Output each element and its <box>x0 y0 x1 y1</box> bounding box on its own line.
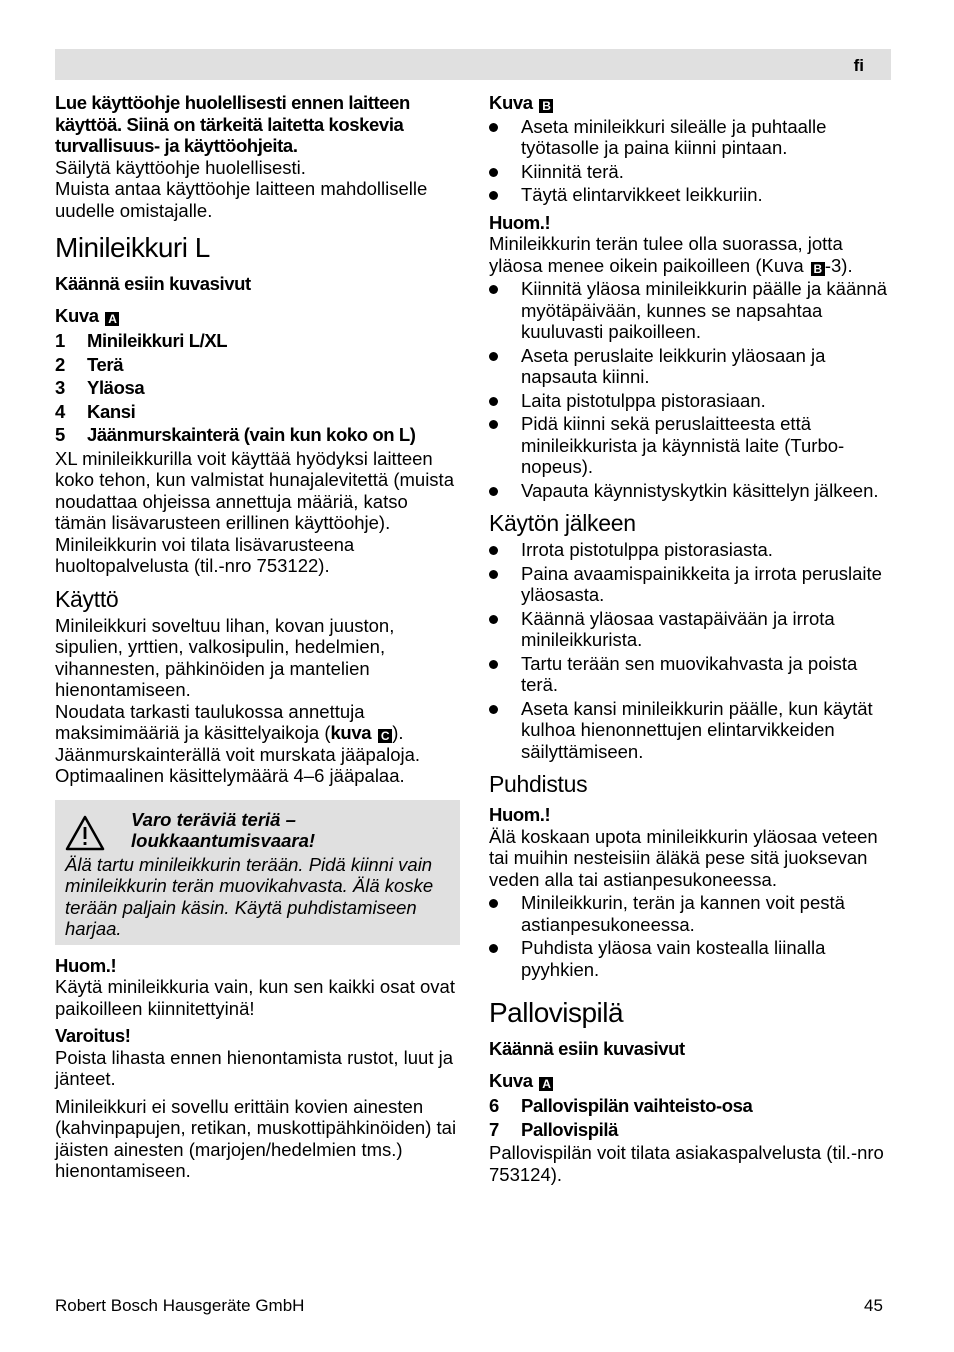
figure-b-inline-badge: B <box>811 262 825 276</box>
list-item: Aseta peruslaite leikkurin yläosaan ja napsauta kiinni. <box>489 345 891 388</box>
caution-text-2: Minileikkuri ei sovellu erittäin kovien ainesten (kahvinpapujen, retikan, muskottipähkinöiden) tai jäisten ainesten (marjojen/hedelmien tms.) hienontamiseen. <box>55 1095 457 1181</box>
list-item: Pidä kiinni sekä peruslaitteesta että minileikkurista ja käynnistä laite (Turbo-nopeus). <box>489 413 891 478</box>
whisk-order-text: Pallovispilän voit tilata asiakaspalvelusta (til.-nro 753124). <box>489 1142 884 1185</box>
warning-triangle-icon <box>65 815 105 851</box>
turn-pages-note: Käännä esiin kuvasivut <box>55 273 251 294</box>
list-item: Kiinnitä yläosa minileikkurin päälle ja käännä myötäpäivään, kunnes se napsahtaa kuuluvasti paikoilleen. <box>489 278 891 343</box>
warning-text: Älä tartu minileikkurin terään. Pidä kiinni vain minileikkurin terän muovikahvasta. Älä koske terään paljain käsin. Käytä puhdistamiseen harjaa. <box>65 853 434 939</box>
section-title-whisk: Pallovispilä <box>489 997 624 1028</box>
list-item: Laita pistotulppa pistorasiaan. <box>489 390 891 412</box>
figure-b-badge: B <box>539 99 553 113</box>
list-item: Täytä elintarvikkeet leikkuriin. <box>489 184 891 206</box>
part-item: 1 Minileikkuri L/XL <box>55 330 228 351</box>
note-text: Käytä minileikkuria vain, kun sen kaikki osat ovat paikoilleen kiinnitettyinä! <box>55 976 455 1019</box>
part-item: 6 Pallovispilän vaihteisto-osa <box>489 1095 753 1116</box>
list-item: Puhdista yläosa vain kostealla liinalla pyyhkien. <box>489 937 891 980</box>
intro-keep: Säilytä käyttöohje huolellisesti. <box>55 156 306 178</box>
language-code: fi <box>853 56 864 75</box>
note-label: Huom.! <box>55 954 117 976</box>
part-item: 3 Yläosa <box>55 377 145 398</box>
use-paragraph-3: Jäänmurskainterällä voit murskata jääpaloja. Optimaalinen käsittelymäärä 4–6 jääpalaa. <box>55 743 421 786</box>
warning-box <box>55 800 460 945</box>
list-item: Paina avaamispainikkeita ja irrota peruslaite yläosasta. <box>489 563 891 606</box>
clean-note-label: Huom.! <box>489 804 551 825</box>
intro-pass-on: Muista antaa käyttöohje laitteen mahdolliselle uudelle omistajalle. <box>55 178 428 221</box>
section-title-use: Käyttö <box>55 585 119 612</box>
figure-ref-a: Kuva A <box>55 305 460 327</box>
xl-text: XL minileikkurilla voit käyttää hyödyksi laitteen koko tehon, kun valmistat hunajalevitettä (muista noudattaa ohjeissa annettuja määriä, katso tämän lisävarusteen erillinen käyttöohje). <box>55 447 454 533</box>
list-item: Aseta minileikkuri sileälle ja puhtaalle työtasolle ja paina kiinni pintaan. <box>489 116 891 159</box>
list-item: Irrota pistotulppa pistorasiasta. <box>489 539 891 561</box>
footer-company: Robert Bosch Hausgeräte GmbH <box>55 1296 305 1315</box>
section-title-minileikkuri: Minileikkuri L <box>55 232 210 263</box>
parts-list <box>55 330 460 446</box>
note-label-right: Huom.! <box>489 211 551 233</box>
cleaning-list <box>489 892 891 980</box>
figure-c-badge: C <box>378 729 392 743</box>
whisk-parts-list <box>489 1095 891 1140</box>
steps-list-b2 <box>489 278 891 501</box>
figure-a-badge: A <box>105 312 119 326</box>
section-title-after-use: Käytön jälkeen <box>489 510 636 536</box>
part-item: 4 Kansi <box>55 400 136 422</box>
caution-text: Poista lihasta ennen hienontamista rustot, luut ja jänteet. <box>55 1046 453 1089</box>
part-item: 2 Terä <box>55 353 124 375</box>
section-title-cleaning: Puhdistus <box>489 771 588 797</box>
use-paragraph-2: Noudata tarkasti taulukossa annettuja maksimimääriä ja käsittelyaikoja (kuva C ). <box>55 700 404 743</box>
figure-a-badge-right: A <box>539 1077 553 1091</box>
intro-bold: Lue käyttöohje huolellisesti ennen laitteen käyttöä. Siinä on tärkeitä laitetta koskevia turvallisuus- ja käyttöohjeita. <box>55 92 410 156</box>
use-paragraph-1: Minileikkuri soveltuu lihan, kovan juuston, sipulien, yrttien, valkosipulin, hedelmien, vihannesten, pähkinöiden ja mantelien hienontamiseen. <box>55 614 395 700</box>
after-use-list <box>489 539 891 762</box>
list-item: Tartu terään sen muovikahvasta ja poista terä. <box>489 653 891 696</box>
left-column <box>55 92 460 1182</box>
turn-pages-note-right: Käännä esiin kuvasivut <box>489 1038 685 1059</box>
part-item: 7 Pallovispilä <box>489 1118 618 1140</box>
list-item: Vapauta käynnistyskytkin käsittelyn jälkeen. <box>489 480 891 502</box>
list-item: Kiinnitä terä. <box>489 161 891 183</box>
steps-list-b <box>489 116 891 206</box>
list-item: Käännä yläosaa vastapäivään ja irrota minileikkurista. <box>489 608 891 651</box>
figure-ref-a-right: Kuva A <box>489 1070 891 1092</box>
note-text-right: Minileikkurin terän tulee olla suorassa, jotta yläosa menee oikein paikoilleen (Kuva B -3). <box>489 233 853 276</box>
order-text: Minileikkurin voi tilata lisävarusteena huoltopalvelusta (til.-nro 753122). <box>55 533 355 576</box>
clean-note-text: Älä koskaan upota minileikkurin yläosaa veteen tai muihin nesteisiin äläkä pese sitä juoksevan veden alla tai astianpesukoneessa. <box>489 825 878 890</box>
header-bar <box>55 49 891 80</box>
part-item: 5 Jäänmurskainterä (vain kun koko on L) <box>55 424 416 445</box>
right-column <box>489 92 891 1185</box>
list-item: Aseta kansi minileikkurin päälle, kun käytät kulhoa hienonnettujen elintarvikkeiden säilyttämiseen. <box>489 698 891 763</box>
list-item: Minileikkurin, terän ja kannen voit pestä astianpesukoneessa. <box>489 892 891 935</box>
warning-title: Varo teräviä teriä – loukkaantumisvaara! <box>131 808 316 851</box>
caution-label: Varoitus! <box>55 1025 131 1046</box>
page-number: 45 <box>864 1296 883 1315</box>
figure-ref-b: Kuva B <box>489 92 891 114</box>
